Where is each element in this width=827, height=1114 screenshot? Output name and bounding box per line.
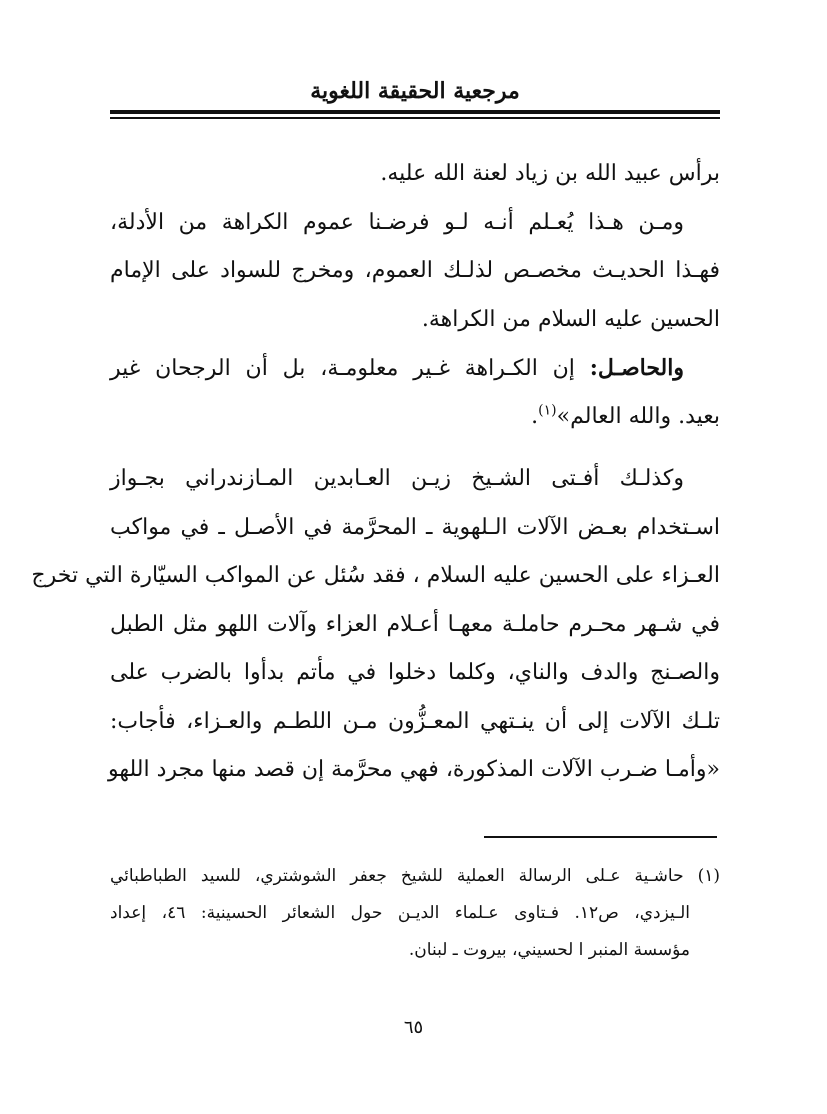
running-header: مرجعية الحقيقة اللغوية (310, 78, 520, 104)
paragraph-4-line-2: اسـتخدام بعـض الآلات الـلهوية ـ المحرَّمة في الأصـل ـ في مواكب (110, 514, 720, 540)
paragraph-gap (110, 441, 720, 455)
footnote-reference: (١) (538, 402, 557, 419)
paragraph-3-line-2 (110, 393, 720, 442)
paragraph-4-line-5: والصـنج والدف والناي، وكلما دخلوا في مأتم بدأوا بالضرب على (110, 660, 720, 685)
paragraph-2-line-3: الحسين عليه السلام من الكراهة. (421, 306, 720, 332)
footnote-1-line-1: (١) حاشـية عـلى الرسالة العملية للشيخ جعفر الشوشتري، للسيد الطباطبائي (110, 866, 720, 886)
footnote-1-line-3: مؤسسة المنبر ا لحسيني، بيروت ـ لبنان. (408, 940, 690, 960)
paragraph-3-line-2-end: . (531, 403, 539, 429)
paragraph-2-line-2: فهـذا الحديـث مخصـص لذلـك العموم، ومخرج للسواد على الإمام (110, 258, 720, 283)
paragraph-3-line-2-text: بعيد. والله العالم» (556, 403, 720, 429)
body-text (31, 150, 720, 795)
paragraph-3-line-1-text: إن الكـراهة غـير معلومـة، بل أن الرجحان غير (110, 356, 590, 381)
page-number: ٦٥ (403, 1017, 424, 1038)
footnote-separator (484, 836, 717, 838)
paragraph-2-line-1: ومـن هـذا يُعـلم أنـه لـو فرضـنا عموم الكراهة من الأدلة، (110, 209, 684, 235)
footnote-1-line-2: الـيزدي، ص١٢. فـتاوى عـلماء الديـن حول الشعائر الحسينية: ٤٦، إعداد (110, 903, 690, 923)
paragraph-1-line-1: برأس عبيد الله بن زياد لعنة الله عليه. (380, 161, 720, 186)
header-rule-thin (110, 117, 720, 119)
paragraph-4-line-3: العـزاء على الحسين عليه السلام ، فقد سُئل عن المواكب السيّارة التي تخرج (31, 563, 720, 588)
paragraph-4-line-6: تلـك الآلات إلى أن ينـتهي المعـزُّون مـن اللطـم والعـزاء، فأجاب: (110, 708, 720, 734)
footnotes (110, 858, 720, 969)
paragraph-3-lead-word: والحاصـل: (589, 355, 684, 381)
header-rule-thick (110, 110, 720, 114)
paragraph-4-line-7: «وأمـا ضـرب الآلات المذكورة، فهي محرَّمة إن قصد منها مجرد اللهو (107, 757, 720, 782)
paragraph-3-line-1 (110, 344, 720, 393)
paragraph-4-line-4: في شـهر محـرم حاملـة معهـا أعـلام العزاء وآلات اللهو مثل الطبل (110, 611, 720, 637)
paragraph-4-line-1: وكذلـك أفـتى الشـيخ زيـن العـابدين المـازندراني بجـواز (110, 466, 684, 491)
